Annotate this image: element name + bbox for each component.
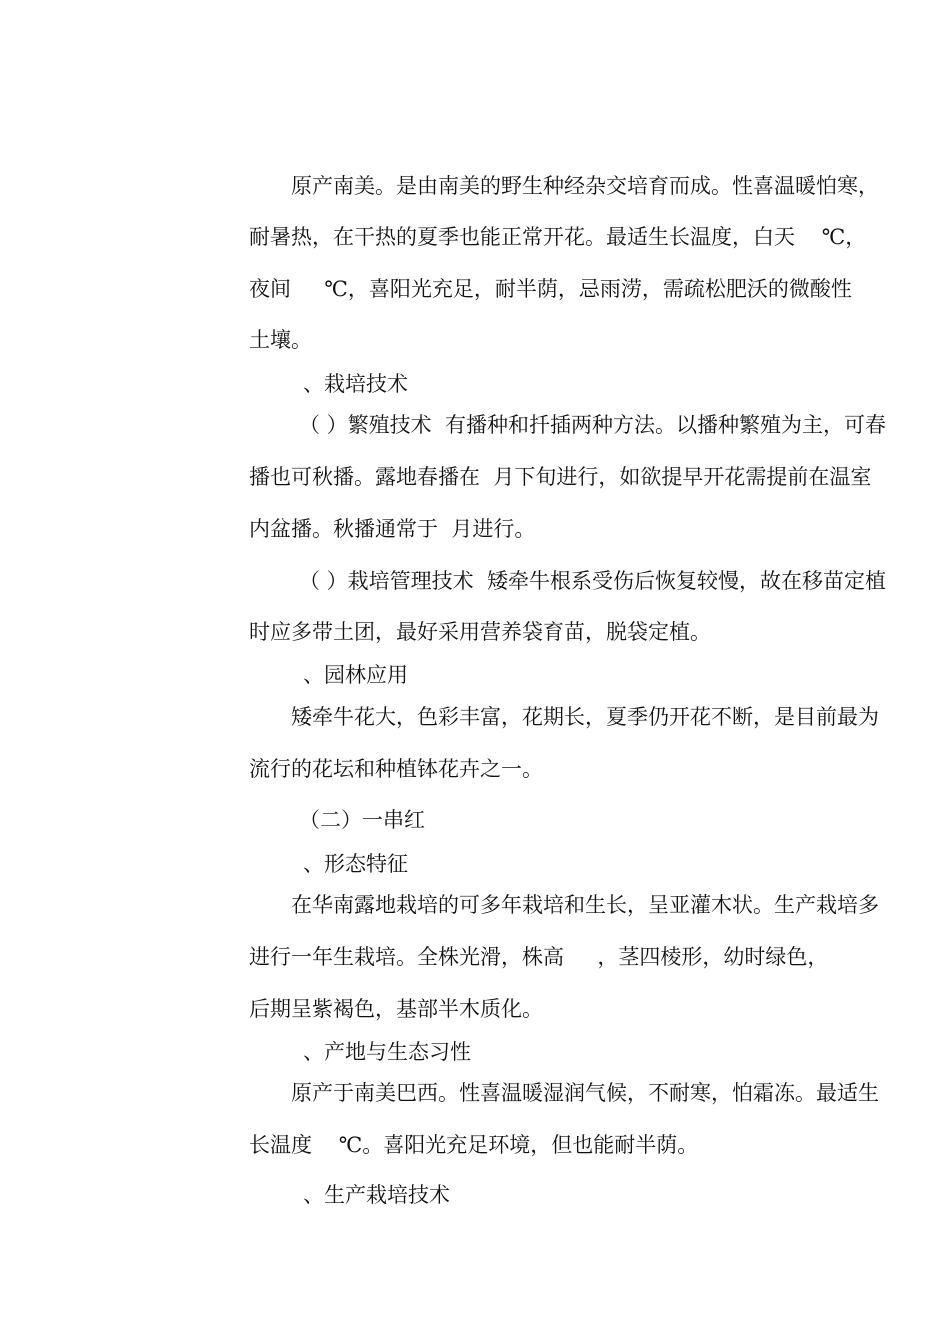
section-heading: 、形态特征 xyxy=(303,852,408,876)
paragraph-line: 原产于南美巴西。性喜温暖湿润气候，不耐寒，怕霜冻。最适生 xyxy=(291,1081,879,1105)
paragraph-line: 夜间 ℃，喜阳光充足，耐半荫，忌雨涝，需疏松肥沃的微酸性 xyxy=(249,277,852,301)
paragraph-line: （ ）繁殖技术 有播种和扦插两种方法。以播种繁殖为主，可春 xyxy=(299,413,887,437)
paragraph-line: 原产南美。是由南美的野生种经杂交培育而成。性喜温暖怕寒， xyxy=(291,174,879,198)
paragraph-line: 流行的花坛和种植钵花卉之一。 xyxy=(249,757,543,781)
section-heading: 、园林应用 xyxy=(303,663,408,687)
paragraph-line: 长温度 ℃。喜阳光充足环境，但也能耐半荫。 xyxy=(249,1133,699,1157)
section-heading: 、生产栽培技术 xyxy=(303,1183,450,1207)
paragraph-line: 内盆播。秋播通常于 月进行。 xyxy=(249,517,536,541)
paragraph-line: 进行一年生栽培。全株光滑，株高 ，茎四棱形，幼时绿色， xyxy=(249,945,829,969)
paragraph-line: 在华南露地栽培的可多年栽培和生长，呈亚灌木状。生产栽培多 xyxy=(291,893,879,917)
paragraph-line: 土壤。 xyxy=(249,328,312,352)
paragraph-line: （ ）栽培管理技术 矮牵牛根系受伤后恢复较慢，故在移苗定植 xyxy=(299,569,887,593)
paragraph-line: 播也可秋播。露地春播在 月下旬进行，如欲提早开花需提前在温室 xyxy=(249,465,872,489)
section-heading: 、产地与生态习性 xyxy=(303,1040,471,1064)
subsection-title: （二）一串红 xyxy=(299,808,425,832)
paragraph-line: 耐暑热，在干热的夏季也能正常开花。最适生长温度，白天 ℃， xyxy=(249,225,867,249)
paragraph-line: 时应多带土团，最好采用营养袋育苗，脱袋定植。 xyxy=(249,620,711,644)
paragraph-line: 后期呈紫褐色，基部半木质化。 xyxy=(249,997,543,1021)
section-heading: 、栽培技术 xyxy=(303,372,408,396)
paragraph-line: 矮牵牛花大，色彩丰富，花期长，夏季仍开花不断，是目前最为 xyxy=(291,705,879,729)
